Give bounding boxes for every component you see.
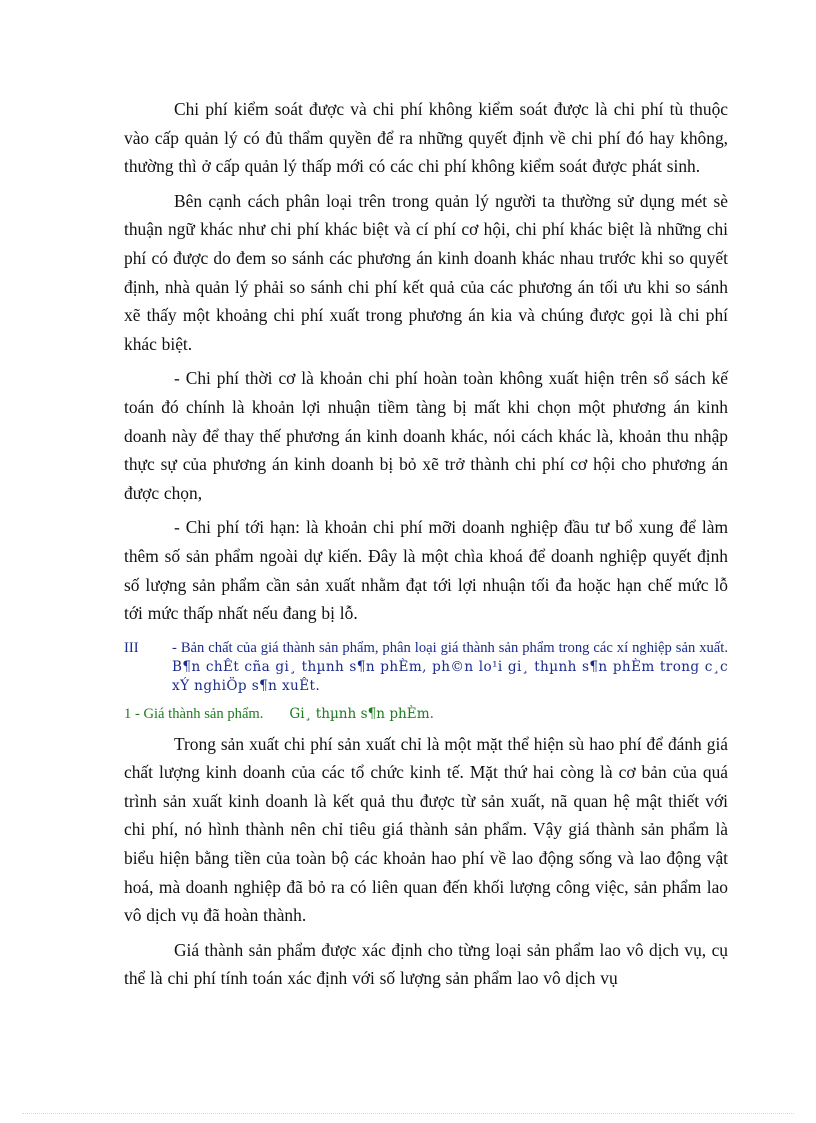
section-heading-text: - Bản chất của giá thành sản phẩm, phân loại giá thành sản phẩm trong các xí nghiệp sản xuất.	[172, 639, 728, 656]
page-bottom-border	[22, 1113, 794, 1114]
section-heading	[124, 639, 728, 696]
paragraph: Giá thành sản phẩm được xác định cho từng loại sản phẩm lao vô dịch vụ, cụ thể là chi phí tính toán xác định với số lượng sản phẩm lao vô dịch vụ	[124, 939, 728, 989]
section-number: III	[124, 639, 139, 656]
sub-heading-text: 1 - Giá thành sản phẩm.	[124, 705, 264, 722]
paragraph: Bên cạnh cách phân loại trên trong quản lý người ta thường sử dụng mét sè thuận ngữ khác như chi phí khác biệt và cí phí cơ hội, chi phí khác biệt là những chi phí có được do đem so sánh các phương án kinh doanh khác nhau trước khi so quyết định, nhà quản lý phải so sánh chi phí kết quả của các phương án tối ưu khi so sánh xẽ thấy một khoảng chi phí xuất trong phương án kia và chúng được gọi là chi phí khác biệt.	[124, 190, 728, 354]
document-body	[124, 95, 728, 999]
paragraph: Trong sản xuất chi phí sản xuất chỉ là một mặt thể hiện sù hao phí để đánh giá chất lượng kinh doanh của các tổ chức kinh tế. Mặt thứ hai còng là cơ bản của quá trình sản xuất kinh doanh là kết quả thu được từ sản xuất, nã quan hệ mật thiết với chi phí, nó hình thành nên chỉ tiêu giá thành sản phẩm. Vậy giá thành sản phẩm là biểu hiện bằng tiền của toàn bộ các khoản hao phí về lao động sống và lao động vật hoá, mà doanh nghiệp đã bỏ ra có liên quan đến khối lượng công việc, sản phẩm lao vô dịch vụ đã hoàn thành.	[124, 733, 728, 926]
section-heading-garbled: B¶n chÊt cña gi¸ thµnh s¶n phÈm, ph©n lo¹i gi¸ thµnh s¶n phÈm trong c¸c xÝ nghiÖp s¶n xuÊt.	[172, 658, 728, 694]
paragraph: - Chi phí thời cơ là khoản chi phí hoàn toàn không xuất hiện trên sổ sách kế toán đó chính là khoản lợi nhuận tiềm tàng bị mất khi chọn một phương án kinh doanh này để thay thế phương án kinh doanh khác, nói cách khác là, khoản thu nhập thực sự của phương án kinh doanh bị bỏ xẽ trở thành chi phí cơ hội cho phương án được chọn,	[124, 368, 728, 503]
paragraph: - Chi phí tới hạn: là khoản chi phí mỡi doanh nghiệp đầu tư bổ xung để làm thêm số sản phẩm ngoài dự kiến. Đây là một chìa khoá để doanh nghiệp quyết định số lượng sản phẩm cần sản xuất nhằm đạt tới lợi nhuận tối đa hoặc hạn chế mức lỗ tới mức thấp nhất nếu đang bị lỗ.	[124, 517, 728, 624]
sub-heading	[124, 704, 728, 724]
paragraph: Chi phí kiểm soát được và chi phí không kiểm soát được là chi phí tù thuộc vào cấp quản lý có đủ thẩm quyền để ra những quyết định về chi phí đó hay không, thường thì ở cấp quản lý thấp mới có các chi phí không kiểm soát được phát sinh.	[124, 99, 728, 177]
sub-heading-garbled: Gi¸ thµnh s¶n phÈm.	[289, 705, 434, 722]
